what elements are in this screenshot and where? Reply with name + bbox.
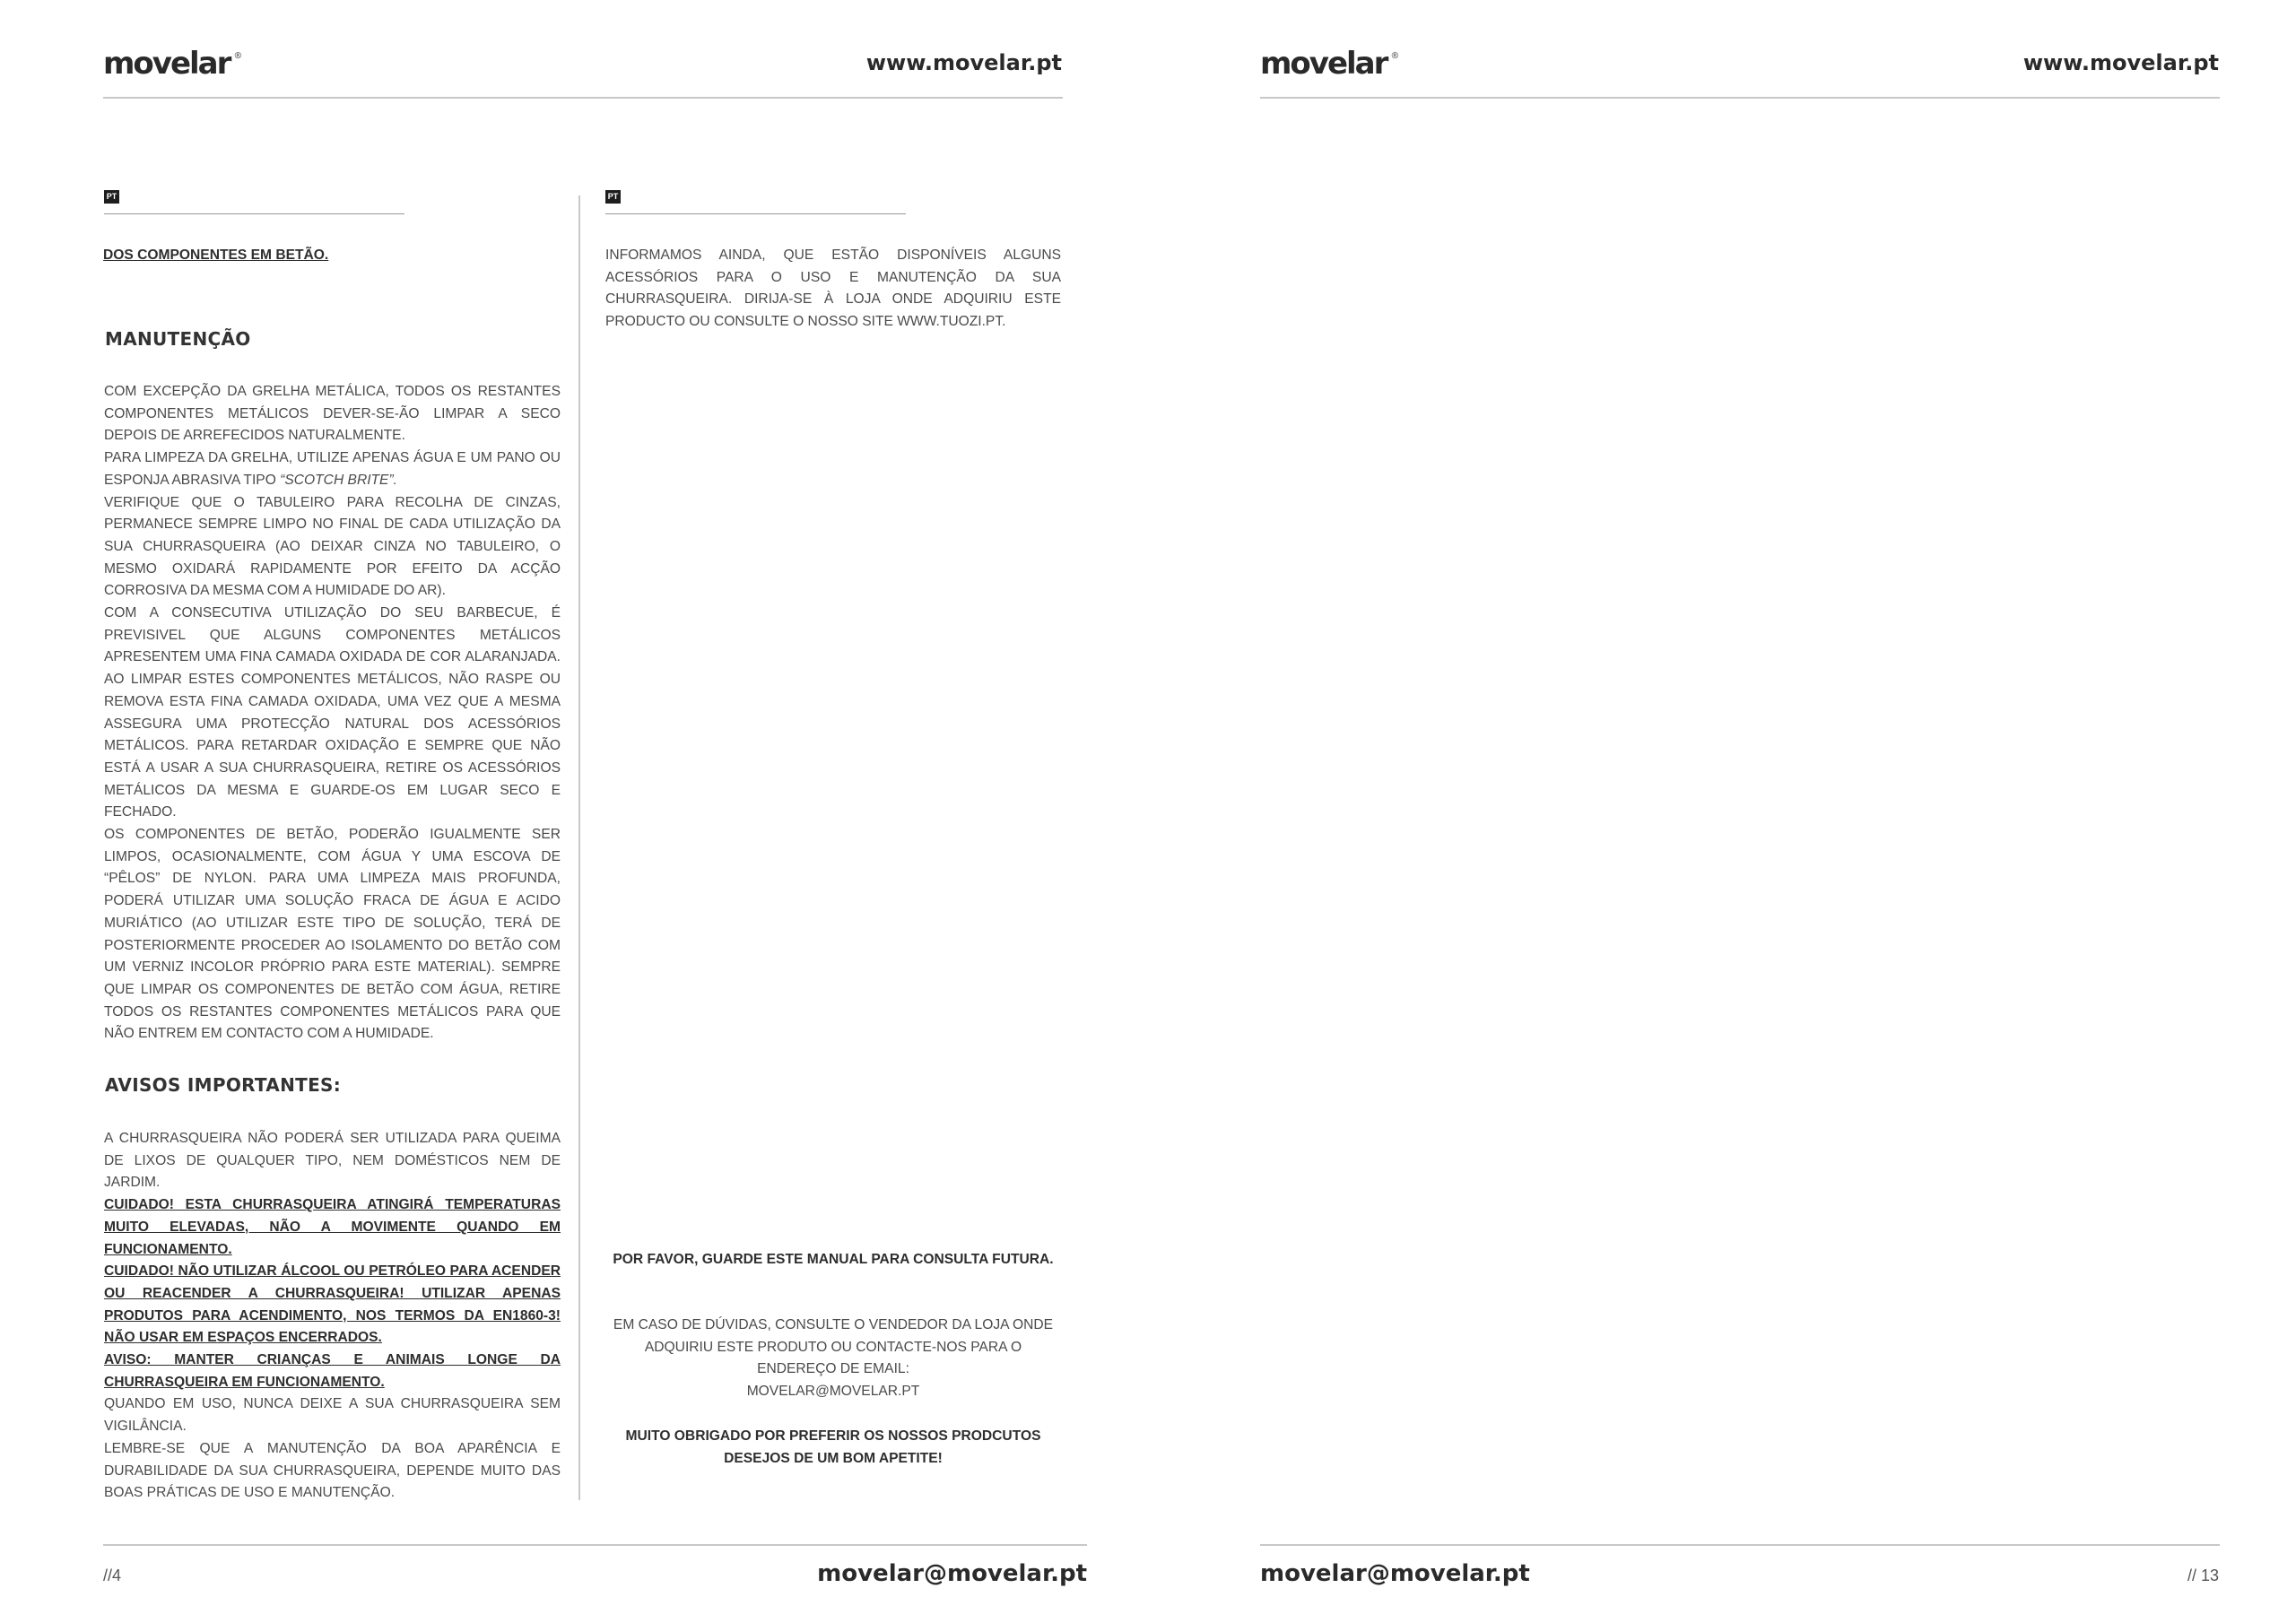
maintenance-paragraph: COM EXCEPÇÃO DA GRELHA METÁLICA, TODOS OS RESTANTES COMPONENTES METÁLICOS DEVER-SE-ÃO LIMPAR A SECO DEPOIS DE ARREFECIDOS NATURALMENTE. (104, 384, 561, 444)
thanks-text: MUITO OBRIGADO POR PREFERIR OS NOSSOS PRODCUTOS DESEJOS DE UM BOM APETITE! (625, 1428, 1041, 1466)
registered-mark: ® (233, 51, 243, 61)
caution-paragraph: CUIDADO! NÃO UTILIZAR ÁLCOOL OU PETRÓLEO PARA ACENDER OU REACENDER A CHURRASQUEIRA! UTILIZAR APENAS PRODUTOS PARA ACENDIMENTO, NOS TERMOS DA EN1860-3! NÃO USAR EM ESPAÇOS ENCERRADOS. (104, 1263, 561, 1346)
brand-logo (103, 46, 243, 82)
header-divider (103, 97, 1063, 99)
page-number-right: // 13 (2187, 1567, 2219, 1584)
caution-paragraph: AVISO: MANTER CRIANÇAS E ANIMAIS LONGE DA CHURRASQUEIRA EM FUNCIONAMENTO. (104, 1352, 561, 1390)
brand-logo-right (1260, 46, 1400, 82)
maintenance-paragraph: COM A CONSECUTIVA UTILIZAÇÃO DO SEU BARBECUE, É PREVISIVEL QUE ALGUNS COMPONENTES METÁLICOS APRESENTEM UMA FINA CAMADA OXIDADA DE COR ALARANJADA. AO LIMPAR ESTES COMPONENTES METÁLICOS, NÃO RASPE OU REMOVA ESTA FINA CAMADA OXIDADA, UMA VEZ QUE A MESMA ASSEGURA UMA PROTECÇÃO NATURAL DOS ACESSÓRIOS METÁLICOS. PARA RETARDAR OXIDAÇÃO E SEMPRE QUE NÃO ESTÁ A USAR A SUA CHURRASQUEIRA, RETIRE OS ACESSÓRIOS METÁLICOS DA MESMA E GUARDE-OS EM LUGAR SECO E FECHADO. (104, 605, 561, 820)
footer-email-right[interactable]: movelar@movelar.pt (1260, 1560, 1530, 1587)
header-url-right[interactable]: www.movelar.pt (2022, 50, 2219, 75)
footer-divider (103, 1544, 1087, 1546)
warning-paragraph: QUANDO EM USO, NUNCA DEIXE A SUA CHURRASQUEIRA SEM VIGILÂNCIA. (104, 1396, 561, 1435)
maintenance-heading: MANUTENÇÃO (105, 328, 251, 350)
column-rule (104, 213, 404, 214)
language-badge: PT (104, 190, 119, 204)
caution-paragraph: CUIDADO! ESTA CHURRASQUEIRA ATINGIRÁ TEMPERATURAS MUITO ELEVADAS, NÃO A MOVIMENTE QUANDO EM FUNCIONAMENTO. (104, 1197, 561, 1257)
warning-paragraph: LEMBRE-SE QUE A MANUTENÇÃO DA BOA APARÊNCIA E DURABILIDADE DA SUA CHURRASQUEIRA, DEPENDE MUITO DAS BOAS PRÁTICAS DE USO E MANUTENÇÃO. (104, 1440, 561, 1501)
contact-email[interactable]: MOVELAR@MOVELAR.PT (746, 1384, 920, 1399)
maintenance-paragraph: OS COMPONENTES DE BETÃO, PODERÃO IGUALMENTE SER LIMPOS, OCASIONALMENTE, COM ÁGUA Y UMA ESCOVA DE “PÊLOS” DE NYLON. PARA UMA LIMPEZA MAIS PROFUNDA, PODERÁ UTILIZAR UMA SOLUÇÃO FRACA DE ÁGUA E ACIDO MURIÁTICO (AO UTILIZAR ESTE TIPO DE SOLUÇÃO, TERÁ DE POSTERIORMENTE PROCEDER AO ISOLAMENTO DO BETÃO COM UM VERNIZ INCOLOR PRÓPRIO PARA ESTE MATERIAL). SEMPRE QUE LIMPAR OS COMPONENTES DE BETÃO COM ÁGUA, RETIRE TODOS OS RESTANTES COMPONENTES METÁLICOS PARA QUE NÃO ENTREM EM CONTACTO COM A HUMIDADE. (104, 827, 561, 1042)
column-divider (578, 195, 580, 1500)
column-rule (605, 213, 906, 214)
page-number: //4 (103, 1567, 122, 1584)
warnings-heading: AVISOS IMPORTANTES: (105, 1074, 342, 1096)
accessories-text: INFORMAMOS AINDA, QUE ESTÃO DISPONÍVEIS ALGUNS ACESSÓRIOS PARA O USO E MANUTENÇÃO DA SUA CHURRASQUEIRA. DIRIJA-SE À LOJA ONDE ADQUIRIU ESTE PRODUCTO OU CONSULTE O NOSSO SITE WWW.TUOZI.PT. (605, 247, 1061, 330)
maintenance-text (104, 381, 561, 1046)
footer-email[interactable]: movelar@movelar.pt (817, 1560, 1087, 1587)
brand-logo-text: movelar (1260, 46, 1387, 82)
registered-mark: ® (1390, 51, 1400, 61)
header-divider-right (1260, 97, 2220, 99)
grill-cleaning-text: PARA LIMPEZA DA GRELHA, UTILIZE APENAS ÁGUA E UM PANO OU ESPONJA ABRASIVA TIPO (104, 450, 561, 488)
intro-line: DOS COMPONENTES EM BETÃO. (103, 247, 329, 263)
language-badge: PT (605, 190, 621, 204)
footer-divider-right (1260, 1544, 2220, 1546)
maintenance-paragraph: VERIFIQUE QUE O TABULEIRO PARA RECOLHA DE CINZAS, PERMANECE SEMPRE LIMPO NO FINAL DE CADA UTILIZAÇÃO DA SUA CHURRASQUEIRA (AO DEIXAR CINZA NO TABULEIRO, O MESMO OXIDARÁ RAPIDAMENTE POR EFEITO DA ACÇÃO CORROSIVA DA MESMA COM A HUMIDADE DO AR). (104, 494, 561, 599)
keep-manual-notice: POR FAVOR, GUARDE ESTE MANUAL PARA CONSULTA FUTURA. (613, 1252, 1054, 1267)
maintenance-paragraph (104, 447, 561, 491)
warning-paragraph: A CHURRASQUEIRA NÃO PODERÁ SER UTILIZADA PARA QUEIMA DE LIXOS DE QUALQUER TIPO, NEM DOMÉSTICOS NEM DE JARDIM. (104, 1131, 561, 1191)
header-url[interactable]: www.movelar.pt (865, 50, 1062, 75)
doubts-text: EM CASO DE DÚVIDAS, CONSULTE O VENDEDOR DA LOJA ONDE ADQUIRIU ESTE PRODUTO OU CONTACTE-NOS PARA O ENDEREÇO DE EMAIL: (613, 1317, 1054, 1377)
warnings-text (104, 1128, 561, 1505)
scotch-brite-term: “SCOTCH BRITE”. (280, 472, 397, 488)
brand-logo-text: movelar (103, 46, 230, 82)
